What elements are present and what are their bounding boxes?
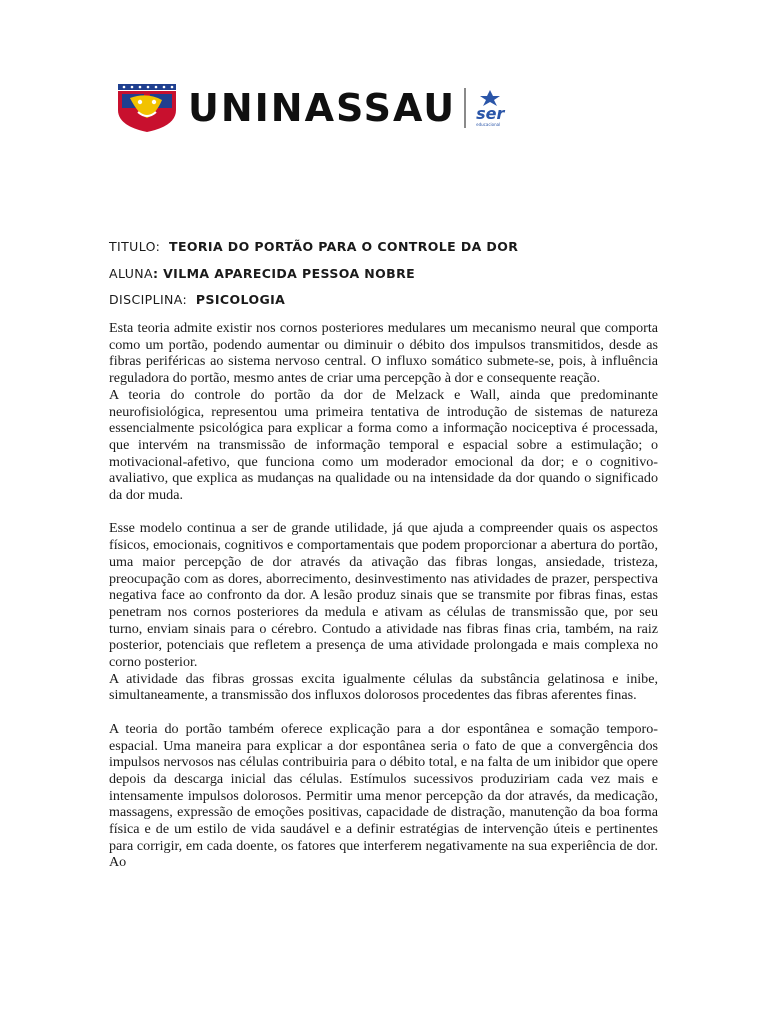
aluna-value: : VILMA APARECIDA PESSOA NOBRE xyxy=(152,266,416,281)
university-crest-icon xyxy=(116,84,178,132)
titulo-label: TITULO: xyxy=(109,239,161,254)
paragraph: A atividade das fibras grossas excita igualmente células da substância gelatinosa e inibe, simultaneamente, a transmissão dos influxos dolorosos procedentes das fibras aferentes finas. xyxy=(109,670,658,704)
disciplina-line xyxy=(109,292,285,307)
logo-divider xyxy=(464,88,466,128)
paragraph: Esse modelo continua a ser de grande utilidade, já que ajuda a compreender quais os aspectos físicos, emocionais, cognitivos e comportamentais que podem proporcionar a abertura do portão, uma maior percepção de dor através da ativação das fibras longas, ansiedade, tristeza, preocupação com as dores, aborrecimento, desinvestimento nas atividades de prazer, perspectiva negativa face ao confronto da dor. A lesão produz sinais que se transmite por fibras finas, estas penetram nos cornos posteriores da medula e ativam as células de transmissão que, por seu turno, enviam sinais para o cérebro. Contudo a atividade nas fibras finas cria, também, na raiz posterior, potenciais que refletem a presença de uma atividade prolongada e mais complexa no corno posterior. xyxy=(109,520,658,671)
brand-name: UNINASSAU xyxy=(188,86,457,130)
aluna-line xyxy=(109,266,415,281)
titulo-value: TEORIA DO PORTÃO PARA O CONTROLE DA DOR xyxy=(169,239,519,254)
ser-logo xyxy=(472,88,522,128)
ser-subtitle: educacional xyxy=(476,122,501,127)
titulo-line xyxy=(109,239,518,254)
paragraph: A teoria do portão também oferece explicação para a dor espontânea e somação temporo-espacial. Uma maneira para explicar a dor espontânea seria o fato de que a convergência dos impulsos nervosos nas células contribuiria para o débito total, e na falta de um inibidor que opere depois da descarga inicial das células. Estímulos sucessivos produziriam cada vez mais e intensamente impulsos dolorosos. Permitir uma menor percepção da dor através, da medicação, massagens, expressão de emoções positivas, capacidade de distração, manutenção da boa forma física e de um estilo de vida saudável e a definir estratégias de intervenção úteis e pertinentes para corrigir, em cada doente, os fatores que interferem negativamente na sua experiência de dor. Ao xyxy=(109,720,658,871)
paragraph: Esta teoria admite existir nos cornos posteriores medulares um mecanismo neural que comporta como um portão, podendo aumentar ou diminuir o débito dos impulsos transmitidos, desde as fibras periféricas ao sistema nervoso central. O influxo somático submete-se, pois, à influência reguladora do portão, mesmo antes de criar uma percepção à dor e consequente reação. xyxy=(109,320,658,387)
header-logos xyxy=(116,84,522,132)
paragraph: A teoria do controle do portão da dor de Melzack e Wall, ainda que predominante neurofisiológica, representou uma primeira tentativa de introdução de sistemas de natureza essencialmente psicológica para explicar a forma como a informação nociceptiva é processada, que intervém na transmissão de informação temporal e espacial sobre a estimulação; o motivacional-afetivo, que funciona como um moderador emocional da dor; e o cognitivo-avaliativo, que explica as mudanças na qualidade ou na intensidade da dor quando o significado da dor muda. xyxy=(109,386,658,504)
document-body xyxy=(109,320,658,871)
disciplina-label: DISCIPLINA: xyxy=(109,292,188,307)
aluna-label: ALUNA xyxy=(109,266,153,281)
ser-name: ser xyxy=(476,104,505,123)
disciplina-value: PSICOLOGIA xyxy=(195,292,286,307)
